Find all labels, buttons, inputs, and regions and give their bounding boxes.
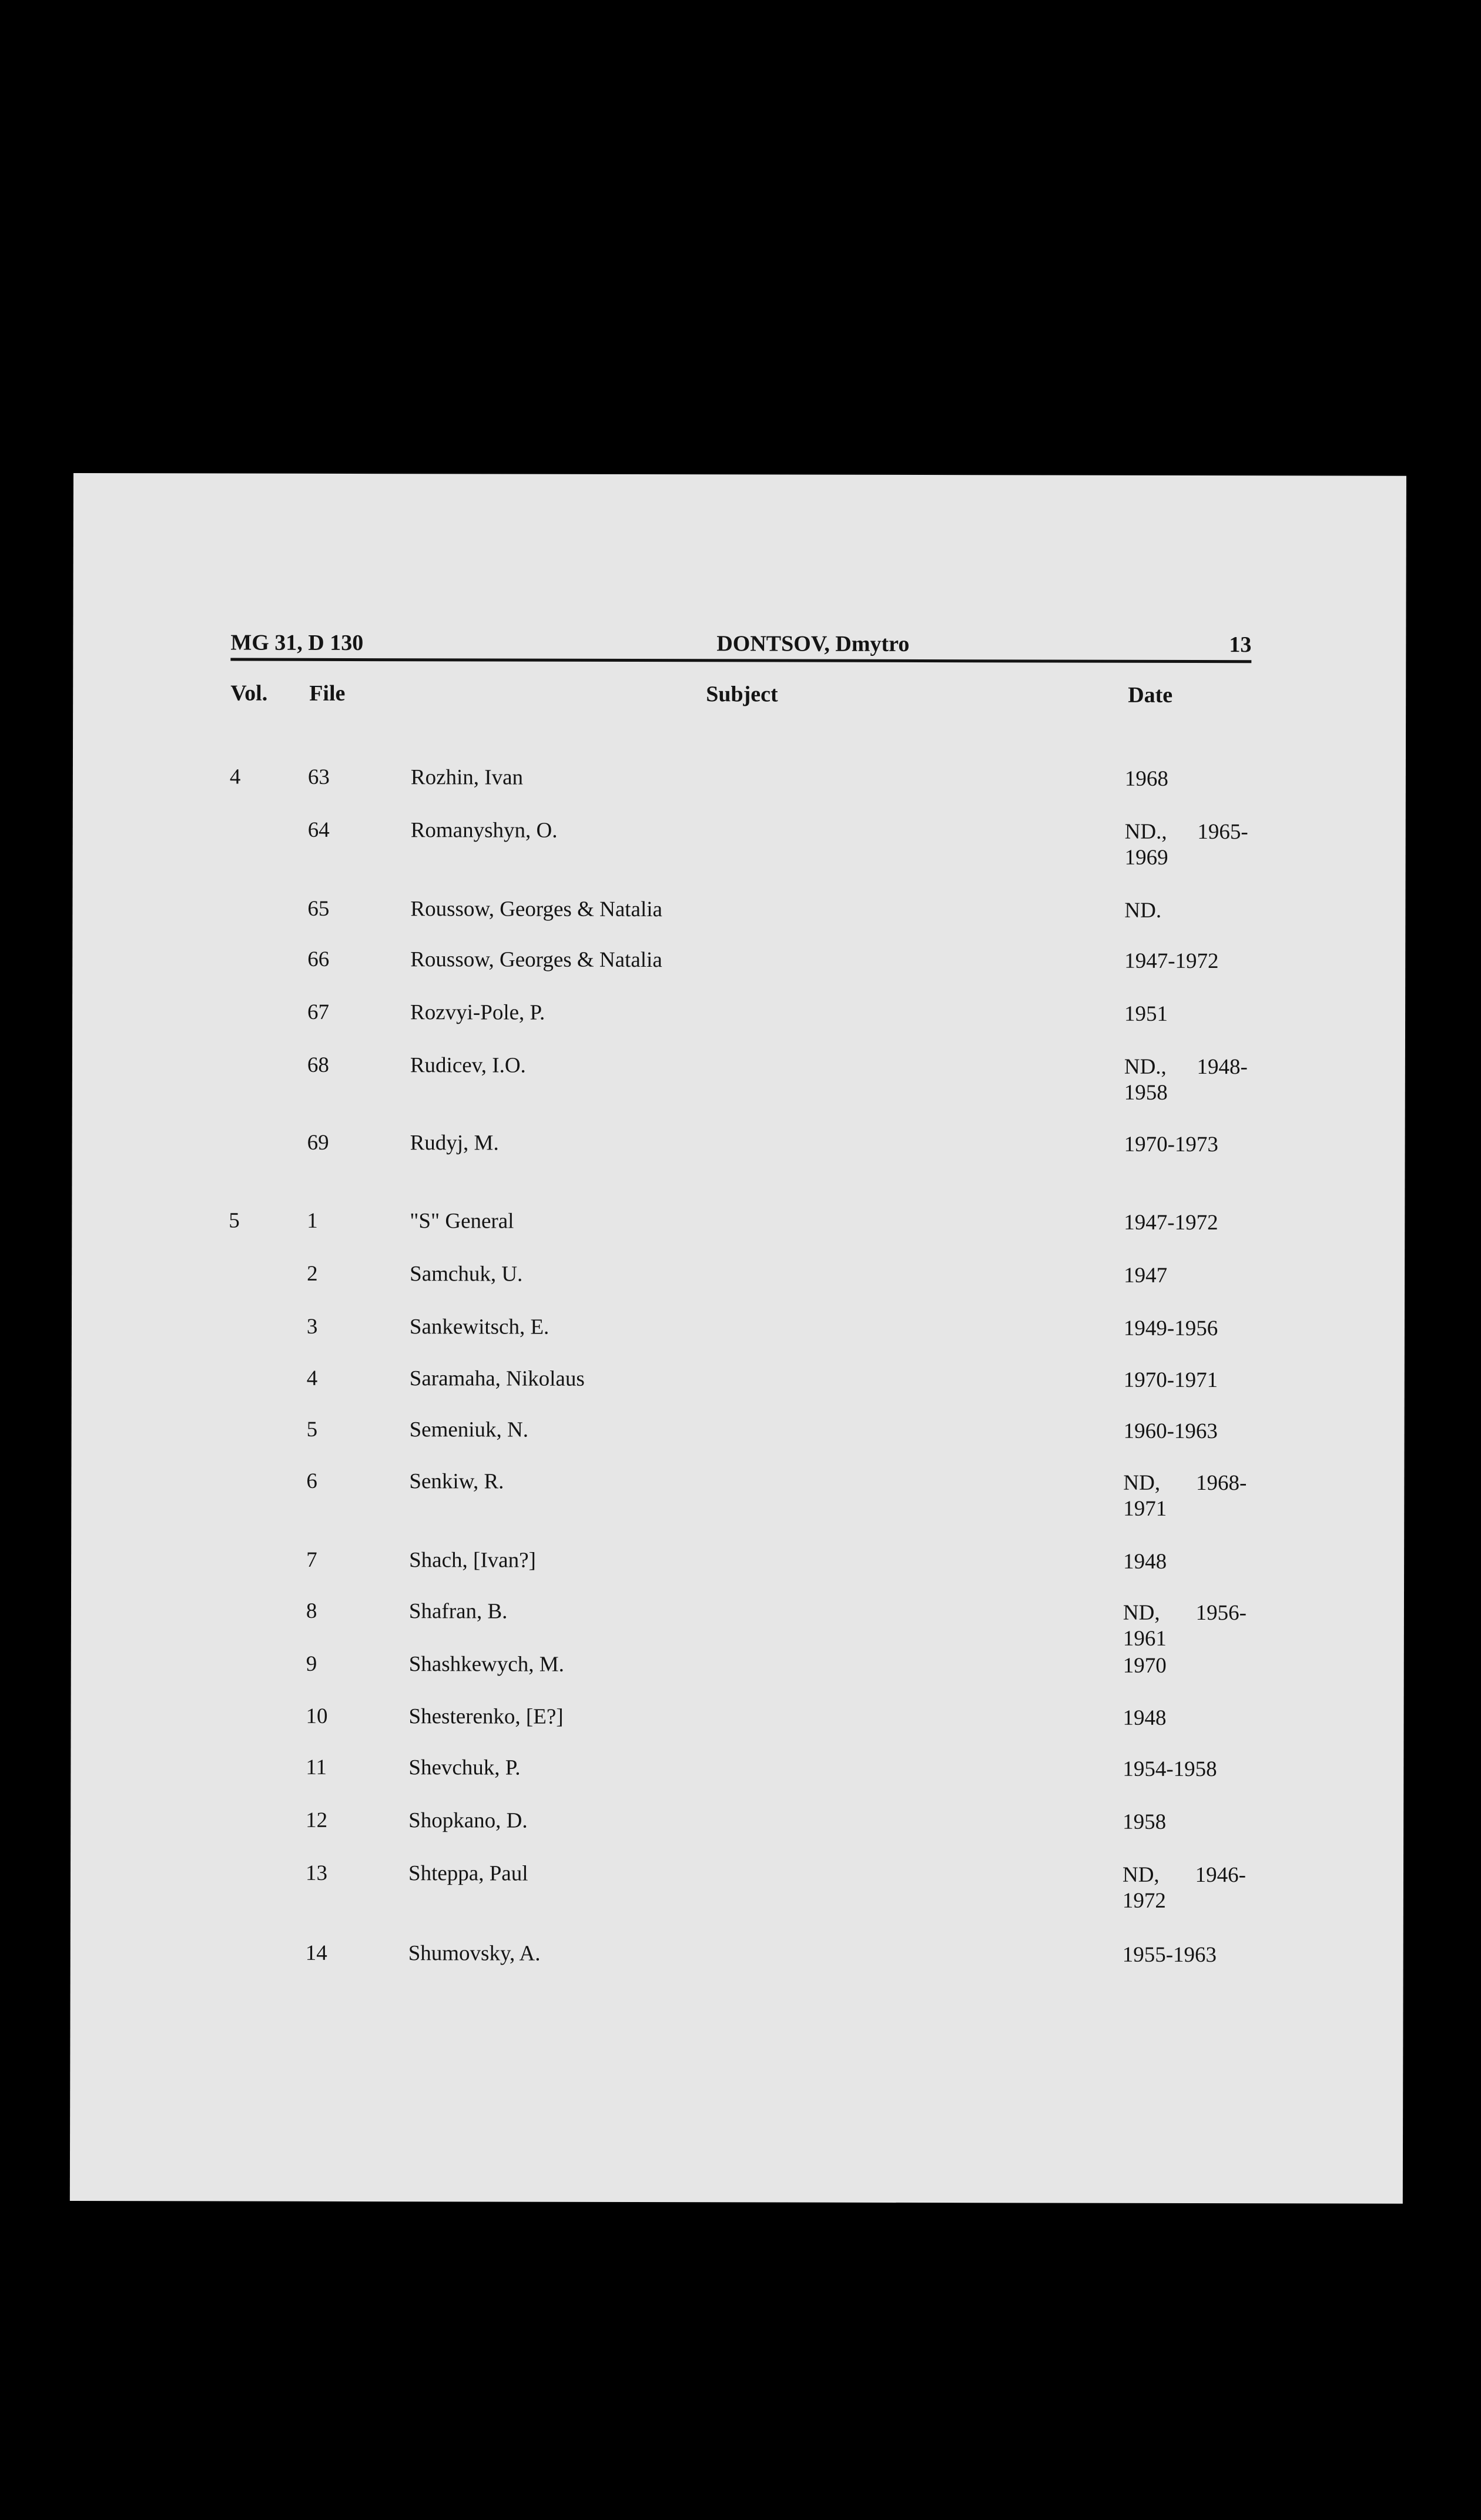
subject-cell: Roussow, Georges & Natalia [410, 897, 663, 922]
date-part: ND, [1122, 1862, 1160, 1887]
date-part: 1968 [1124, 766, 1168, 791]
date-cell [1124, 1263, 1247, 1289]
file-cell: 13 [305, 1861, 328, 1885]
file-cell: 4 [306, 1366, 318, 1390]
date-part: 1949-1956 [1123, 1316, 1218, 1341]
file-cell: 69 [307, 1130, 329, 1155]
date-cell [1124, 1368, 1247, 1393]
date-cell [1124, 1001, 1248, 1027]
file-cell: 67 [307, 1000, 330, 1024]
date-cell [1124, 1132, 1248, 1158]
file-cell: 2 [307, 1261, 318, 1286]
date-part: 1971 [1123, 1496, 1167, 1521]
date-part: ND, [1123, 1600, 1160, 1625]
subject-cell: Shesterenko, [E?] [408, 1704, 564, 1729]
file-cell: 7 [306, 1547, 317, 1572]
date-part: 1970 [1123, 1653, 1167, 1678]
fonds-title: DONTSOV, Dmytro [716, 631, 910, 656]
column-header-date: Date [1128, 682, 1173, 708]
column-header-vol: Vol. [230, 681, 268, 706]
subject-cell: Rozhin, Ivan [410, 765, 524, 790]
date-part: 1960-1963 [1123, 1419, 1218, 1444]
date-part: 1948 [1123, 1705, 1167, 1730]
subject-cell: Shopkano, D. [408, 1808, 528, 1833]
date-cell [1125, 766, 1248, 792]
subject-cell: Shashkewych, M. [408, 1652, 564, 1677]
date-part: 1947-1972 [1124, 1210, 1218, 1235]
date-part: 1972 [1122, 1888, 1166, 1913]
file-cell: 5 [306, 1417, 318, 1442]
date-cell [1124, 1419, 1247, 1445]
date-part: 1947-1972 [1124, 949, 1219, 974]
file-cell: 65 [307, 896, 330, 921]
date-cell [1123, 1809, 1246, 1835]
subject-cell: Shafran, B. [408, 1599, 508, 1624]
date-part: 1954-1958 [1123, 1757, 1217, 1782]
date-part: 1965- [1197, 820, 1248, 845]
date-cell [1123, 1942, 1246, 1968]
date-cell [1123, 1600, 1247, 1652]
date-part: 1958 [1124, 1080, 1168, 1105]
collection-reference: MG 31, D 130 [230, 630, 364, 656]
file-cell: 11 [306, 1755, 327, 1780]
subject-cell: Shumovsky, A. [408, 1941, 541, 1966]
date-cell [1124, 1054, 1248, 1106]
date-part: 1970-1973 [1124, 1132, 1218, 1157]
date-part: 1968- [1196, 1471, 1247, 1496]
date-cell [1124, 949, 1248, 974]
date-cell [1123, 1705, 1247, 1731]
date-part: 1955-1963 [1122, 1942, 1217, 1968]
subject-cell: Shach, [Ivan?] [409, 1548, 536, 1573]
file-cell: 9 [306, 1651, 317, 1676]
subject-cell: Rozvyi-Pole, P. [410, 1000, 545, 1025]
date-cell [1124, 898, 1248, 924]
file-cell: 3 [306, 1314, 318, 1339]
date-cell [1125, 819, 1248, 871]
date-part: ND., [1124, 819, 1167, 844]
date-part: ND., [1124, 1054, 1167, 1079]
date-cell [1123, 1757, 1246, 1782]
file-cell: 10 [306, 1704, 328, 1728]
file-cell: 12 [306, 1808, 328, 1832]
vol-cell: 4 [229, 765, 241, 789]
column-header-file: File [309, 681, 346, 706]
date-part: 1948 [1123, 1549, 1167, 1574]
date-part: 1970-1971 [1123, 1368, 1218, 1393]
subject-cell: Sankewitsch, E. [409, 1315, 549, 1339]
file-cell: 14 [305, 1941, 327, 1965]
subject-cell: Rudicev, I.O. [410, 1053, 526, 1078]
date-part: ND. [1124, 898, 1162, 923]
subject-cell: Roussow, Georges & Natalia [410, 947, 662, 973]
subject-cell: Semeniuk, N. [409, 1418, 529, 1442]
date-cell [1123, 1549, 1247, 1575]
page-number: 13 [1229, 632, 1252, 658]
vol-cell: 5 [229, 1208, 240, 1233]
subject-cell: Senkiw, R. [409, 1469, 504, 1494]
date-part: 1969 [1124, 845, 1168, 870]
date-cell [1124, 1210, 1247, 1236]
page-header [230, 628, 1251, 663]
date-cell [1123, 1862, 1246, 1914]
date-part: 1948- [1197, 1055, 1248, 1080]
subject-cell: "S" General [410, 1209, 514, 1234]
file-cell: 63 [307, 765, 330, 789]
subject-cell: Samchuk, U. [410, 1262, 523, 1286]
subject-cell: Romanyshyn, O. [410, 818, 558, 843]
subject-cell: Saramaha, Nikolaus [409, 1366, 585, 1391]
file-cell: 64 [307, 817, 330, 842]
file-cell: 1 [307, 1208, 318, 1233]
date-part: 1958 [1123, 1809, 1167, 1834]
document-page [70, 473, 1406, 2204]
date-part: 1961 [1123, 1626, 1167, 1651]
file-cell: 66 [307, 947, 330, 971]
date-cell [1123, 1470, 1247, 1522]
file-cell: 6 [306, 1469, 317, 1493]
column-header-subject: Subject [706, 682, 778, 707]
subject-cell: Rudyj, M. [410, 1131, 499, 1155]
date-cell [1124, 1316, 1247, 1342]
date-part: ND, [1123, 1470, 1161, 1495]
file-cell: 8 [306, 1599, 317, 1623]
date-cell [1123, 1653, 1247, 1679]
date-part: 1946- [1195, 1863, 1247, 1888]
date-part: 1956- [1195, 1601, 1247, 1626]
date-part: 1947 [1124, 1263, 1168, 1288]
subject-cell: Shevchuk, P. [408, 1755, 521, 1780]
file-cell: 68 [307, 1053, 329, 1077]
subject-cell: Shteppa, Paul [408, 1861, 528, 1886]
date-part: 1951 [1124, 1001, 1168, 1026]
